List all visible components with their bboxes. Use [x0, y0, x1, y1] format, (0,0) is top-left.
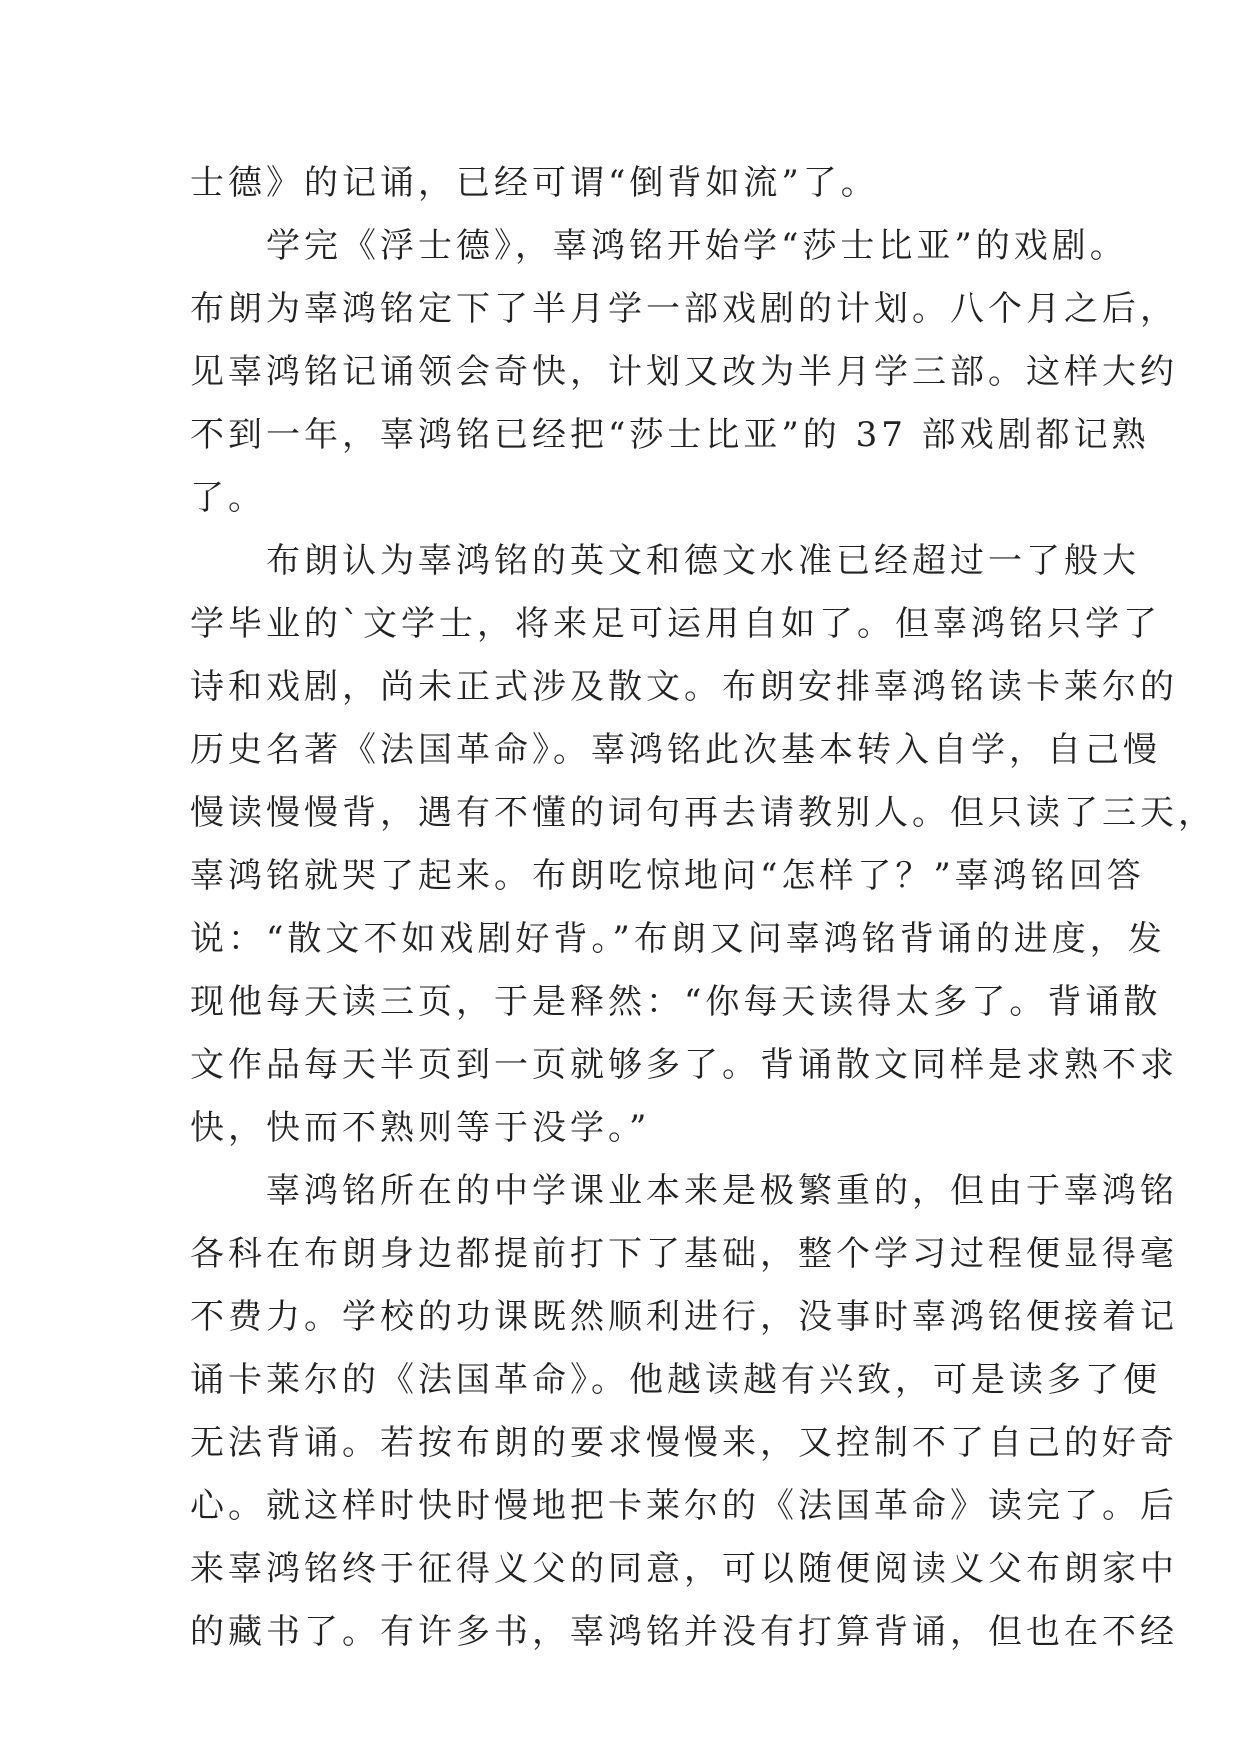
text-line: 学毕业的`文学士，将来足可运用自如了。但辜鸿铭只学了	[190, 604, 1161, 644]
text-line: 布朗认为辜鸿铭的英文和德文水准已经超过一了般大	[190, 541, 1140, 581]
text-line: 说：“散文不如戏剧好背。”布朗又问辜鸿铭背诵的进度，发	[190, 919, 1166, 959]
text-line: 不到一年，辜鸿铭已经把“莎士比亚”的 37 部戏剧都记熟	[190, 415, 1150, 455]
text-line: 辜鸿铭就哭了起来。布朗吃惊地问“怎样了？”辜鸿铭回答	[190, 856, 1145, 896]
text-line: 诗和戏剧，尚未正式涉及散文。布朗安排辜鸿铭读卡莱尔的	[190, 667, 1178, 707]
text-line: 现他每天读三页，于是释然：“你每天读得太多了。背诵散	[190, 982, 1162, 1022]
text-line: 无法背诵。若按布朗的要求慢慢来，又控制不了自己的好奇	[190, 1423, 1178, 1463]
text-line: 士德》的记诵，已经可谓“倒背如流”了。	[190, 163, 879, 203]
text-line: 辜鸿铭所在的中学课业本来是极繁重的，但由于辜鸿铭	[190, 1171, 1178, 1211]
text-line: 历史名著《法国革命》。辜鸿铭此次基本转入自学，自己慢	[190, 730, 1161, 770]
body-text	[190, 152, 1216, 1664]
text-line: 来辜鸿铭终于征得义父的同意，可以随便阅读义父布朗家中	[190, 1549, 1178, 1589]
text-line: 的藏书了。有许多书，辜鸿铭并没有打算背诵，但也在不经	[190, 1612, 1178, 1652]
text-line: 慢读慢慢背，遇有不懂的词句再去请教别人。但只读了三天，	[190, 793, 1216, 833]
text-line: 学完《浮士德》，辜鸿铭开始学“莎士比亚”的戏剧。	[190, 226, 1128, 266]
text-line: 见辜鸿铭记诵领会奇快，计划又改为半月学三部。这样大约	[190, 352, 1178, 392]
text-line: 心。就这样时快时慢地把卡莱尔的《法国革命》读完了。后	[190, 1486, 1178, 1526]
text-line: 诵卡莱尔的《法国革命》。他越读越有兴致，可是读多了便	[190, 1360, 1161, 1400]
text-line: 文作品每天半页到一页就够多了。背诵散文同样是求熟不求	[190, 1045, 1178, 1085]
text-line: 了。	[190, 478, 266, 518]
text-line: 快，快而不熟则等于没学。”	[190, 1108, 651, 1148]
text-line: 各科在布朗身边都提前打下了基础，整个学习过程便显得毫	[190, 1234, 1178, 1274]
text-line: 不费力。学校的功课既然顺利进行，没事时辜鸿铭便接着记	[190, 1297, 1178, 1337]
text-line: 布朗为辜鸿铭定下了半月学一部戏剧的计划。八个月之后，	[190, 289, 1178, 329]
